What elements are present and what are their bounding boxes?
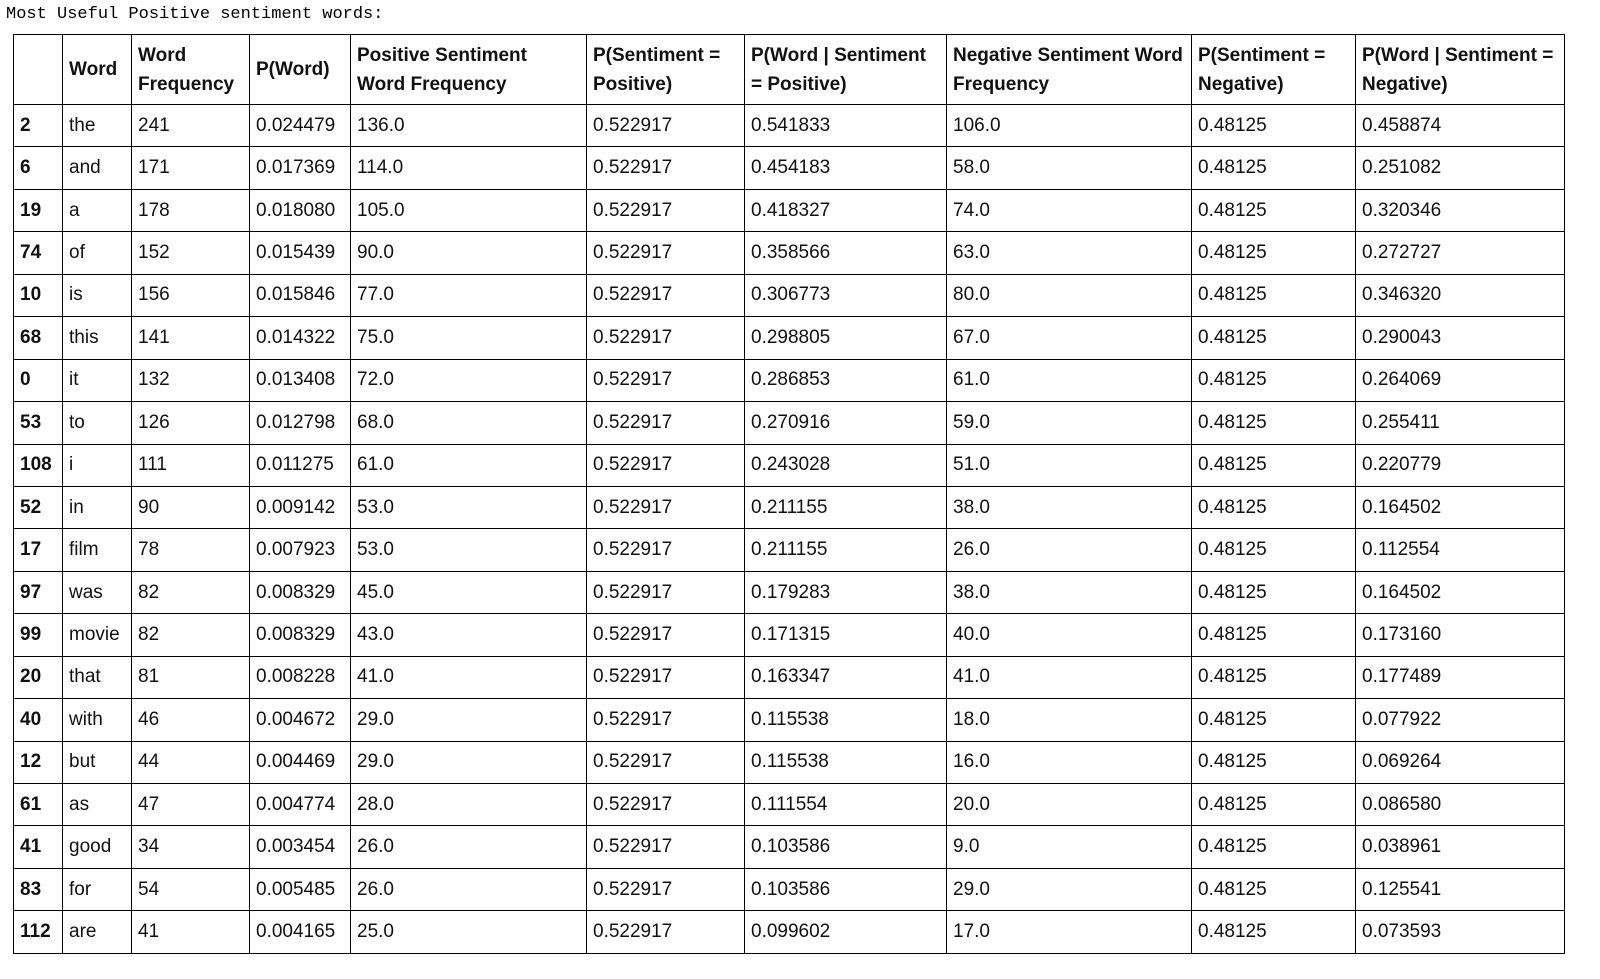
row-index: 6 xyxy=(14,147,63,189)
p-word-cell: 0.003454 xyxy=(250,826,351,868)
row-index: 20 xyxy=(14,656,63,698)
p-sentiment-negative-cell: 0.48125 xyxy=(1192,486,1356,528)
p-word-cell: 0.008329 xyxy=(250,571,351,613)
word-frequency-cell: 141 xyxy=(132,317,250,359)
p-sentiment-negative-cell: 0.48125 xyxy=(1192,147,1356,189)
word-cell: was xyxy=(63,571,132,613)
p-word-cell: 0.018080 xyxy=(250,189,351,231)
table-header-row xyxy=(14,35,1565,105)
word-cell: i xyxy=(63,444,132,486)
p-word-given-positive-cell: 0.270916 xyxy=(745,402,947,444)
positive-word-frequency-cell: 75.0 xyxy=(351,317,587,359)
positive-word-frequency-cell: 28.0 xyxy=(351,784,587,826)
positive-word-frequency-cell: 114.0 xyxy=(351,147,587,189)
table-row xyxy=(14,656,1565,698)
word-frequency-cell: 82 xyxy=(132,571,250,613)
negative-word-frequency-cell: 80.0 xyxy=(947,274,1192,316)
negative-word-frequency-cell: 40.0 xyxy=(947,614,1192,656)
p-word-cell: 0.008329 xyxy=(250,614,351,656)
table-row xyxy=(14,826,1565,868)
p-word-given-positive-cell: 0.418327 xyxy=(745,189,947,231)
word-cell: are xyxy=(63,911,132,953)
word-cell: this xyxy=(63,317,132,359)
negative-word-frequency-cell: 18.0 xyxy=(947,699,1192,741)
table-row xyxy=(14,784,1565,826)
table-row xyxy=(14,232,1565,274)
word-cell: and xyxy=(63,147,132,189)
positive-word-frequency-cell: 43.0 xyxy=(351,614,587,656)
p-sentiment-positive-cell: 0.522917 xyxy=(587,571,745,613)
negative-word-frequency-cell: 74.0 xyxy=(947,189,1192,231)
word-cell: a xyxy=(63,189,132,231)
word-frequency-cell: 46 xyxy=(132,699,250,741)
p-word-cell: 0.004672 xyxy=(250,699,351,741)
p-sentiment-positive-header: P(Sentiment = Positive) xyxy=(587,35,745,105)
p-word-given-negative-cell: 0.038961 xyxy=(1356,826,1565,868)
table-row xyxy=(14,571,1565,613)
negative-word-frequency-cell: 38.0 xyxy=(947,571,1192,613)
row-index: 53 xyxy=(14,402,63,444)
negative-word-frequency-cell: 63.0 xyxy=(947,232,1192,274)
row-index: 2 xyxy=(14,105,63,147)
table-row xyxy=(14,105,1565,147)
p-word-cell: 0.015439 xyxy=(250,232,351,274)
p-sentiment-negative-cell: 0.48125 xyxy=(1192,232,1356,274)
negative-word-frequency-header: Negative Sentiment Word Frequency xyxy=(947,35,1192,105)
row-index: 10 xyxy=(14,274,63,316)
table-row xyxy=(14,529,1565,571)
word-frequency-cell: 82 xyxy=(132,614,250,656)
table-row xyxy=(14,189,1565,231)
p-sentiment-negative-cell: 0.48125 xyxy=(1192,402,1356,444)
word-cell: is xyxy=(63,274,132,316)
p-word-given-negative-cell: 0.125541 xyxy=(1356,868,1565,910)
p-word-given-positive-cell: 0.099602 xyxy=(745,911,947,953)
p-word-cell: 0.015846 xyxy=(250,274,351,316)
p-sentiment-negative-cell: 0.48125 xyxy=(1192,826,1356,868)
row-index: 68 xyxy=(14,317,63,359)
p-word-given-negative-cell: 0.290043 xyxy=(1356,317,1565,359)
negative-word-frequency-cell: 38.0 xyxy=(947,486,1192,528)
table-row xyxy=(14,741,1565,783)
index-header xyxy=(14,35,63,105)
p-word-given-positive-cell: 0.115538 xyxy=(745,699,947,741)
p-sentiment-positive-cell: 0.522917 xyxy=(587,359,745,401)
row-index: 97 xyxy=(14,571,63,613)
p-sentiment-negative-cell: 0.48125 xyxy=(1192,741,1356,783)
p-sentiment-negative-cell: 0.48125 xyxy=(1192,274,1356,316)
p-sentiment-negative-cell: 0.48125 xyxy=(1192,444,1356,486)
p-word-given-negative-cell: 0.069264 xyxy=(1356,741,1565,783)
p-word-given-positive-cell: 0.286853 xyxy=(745,359,947,401)
word-cell: it xyxy=(63,359,132,401)
row-index: 12 xyxy=(14,741,63,783)
word-frequency-cell: 178 xyxy=(132,189,250,231)
p-sentiment-negative-cell: 0.48125 xyxy=(1192,911,1356,953)
positive-word-frequency-cell: 29.0 xyxy=(351,741,587,783)
negative-word-frequency-cell: 58.0 xyxy=(947,147,1192,189)
negative-word-frequency-cell: 16.0 xyxy=(947,741,1192,783)
row-index: 19 xyxy=(14,189,63,231)
p-word-given-positive-cell: 0.103586 xyxy=(745,868,947,910)
negative-word-frequency-cell: 29.0 xyxy=(947,868,1192,910)
p-word-given-positive-cell: 0.115538 xyxy=(745,741,947,783)
p-sentiment-negative-cell: 0.48125 xyxy=(1192,571,1356,613)
row-index: 83 xyxy=(14,868,63,910)
p-word-given-negative-cell: 0.220779 xyxy=(1356,444,1565,486)
p-word-given-negative-cell: 0.251082 xyxy=(1356,147,1565,189)
word-cell: for xyxy=(63,868,132,910)
p-sentiment-negative-cell: 0.48125 xyxy=(1192,189,1356,231)
word-frequency-cell: 54 xyxy=(132,868,250,910)
p-sentiment-positive-cell: 0.522917 xyxy=(587,147,745,189)
p-word-given-negative-cell: 0.177489 xyxy=(1356,656,1565,698)
p-word-given-negative-cell: 0.458874 xyxy=(1356,105,1565,147)
p-word-cell: 0.009142 xyxy=(250,486,351,528)
p-word-given-positive-cell: 0.211155 xyxy=(745,529,947,571)
positive-word-frequency-cell: 53.0 xyxy=(351,486,587,528)
p-sentiment-positive-cell: 0.522917 xyxy=(587,105,745,147)
word-cell: that xyxy=(63,656,132,698)
p-sentiment-positive-cell: 0.522917 xyxy=(587,402,745,444)
table-row xyxy=(14,868,1565,910)
word-cell: as xyxy=(63,784,132,826)
positive-word-frequency-cell: 26.0 xyxy=(351,826,587,868)
p-word-header: P(Word) xyxy=(250,35,351,105)
p-sentiment-negative-cell: 0.48125 xyxy=(1192,614,1356,656)
row-index: 0 xyxy=(14,359,63,401)
negative-word-frequency-cell: 61.0 xyxy=(947,359,1192,401)
p-sentiment-negative-header: P(Sentiment = Negative) xyxy=(1192,35,1356,105)
word-cell: in xyxy=(63,486,132,528)
p-word-given-positive-header: P(Word | Sentiment = Positive) xyxy=(745,35,947,105)
p-word-given-negative-cell: 0.173160 xyxy=(1356,614,1565,656)
negative-word-frequency-cell: 20.0 xyxy=(947,784,1192,826)
negative-word-frequency-cell: 51.0 xyxy=(947,444,1192,486)
p-word-cell: 0.014322 xyxy=(250,317,351,359)
p-sentiment-positive-cell: 0.522917 xyxy=(587,274,745,316)
table-body xyxy=(14,105,1565,954)
row-index: 112 xyxy=(14,911,63,953)
p-word-given-positive-cell: 0.179283 xyxy=(745,571,947,613)
positive-word-frequency-cell: 53.0 xyxy=(351,529,587,571)
word-frequency-cell: 171 xyxy=(132,147,250,189)
table-row xyxy=(14,911,1565,953)
positive-word-frequency-cell: 25.0 xyxy=(351,911,587,953)
word-cell: film xyxy=(63,529,132,571)
negative-word-frequency-cell: 26.0 xyxy=(947,529,1192,571)
word-frequency-cell: 41 xyxy=(132,911,250,953)
word-frequency-cell: 132 xyxy=(132,359,250,401)
p-sentiment-positive-cell: 0.522917 xyxy=(587,317,745,359)
word-cell: movie xyxy=(63,614,132,656)
positive-word-frequency-cell: 72.0 xyxy=(351,359,587,401)
p-word-cell: 0.004469 xyxy=(250,741,351,783)
p-sentiment-positive-cell: 0.522917 xyxy=(587,486,745,528)
positive-word-frequency-cell: 105.0 xyxy=(351,189,587,231)
negative-word-frequency-cell: 9.0 xyxy=(947,826,1192,868)
positive-word-frequency-cell: 68.0 xyxy=(351,402,587,444)
p-word-given-positive-cell: 0.211155 xyxy=(745,486,947,528)
p-sentiment-negative-cell: 0.48125 xyxy=(1192,317,1356,359)
negative-word-frequency-cell: 106.0 xyxy=(947,105,1192,147)
row-index: 40 xyxy=(14,699,63,741)
p-word-given-positive-cell: 0.171315 xyxy=(745,614,947,656)
positive-word-frequency-cell: 136.0 xyxy=(351,105,587,147)
p-word-cell: 0.011275 xyxy=(250,444,351,486)
p-word-cell: 0.012798 xyxy=(250,402,351,444)
negative-word-frequency-cell: 67.0 xyxy=(947,317,1192,359)
positive-word-frequency-cell: 77.0 xyxy=(351,274,587,316)
p-word-given-negative-cell: 0.086580 xyxy=(1356,784,1565,826)
row-index: 99 xyxy=(14,614,63,656)
table-row xyxy=(14,486,1565,528)
p-word-given-negative-cell: 0.073593 xyxy=(1356,911,1565,953)
word-frequency-cell: 111 xyxy=(132,444,250,486)
p-sentiment-negative-cell: 0.48125 xyxy=(1192,868,1356,910)
p-sentiment-positive-cell: 0.522917 xyxy=(587,614,745,656)
p-word-given-positive-cell: 0.103586 xyxy=(745,826,947,868)
p-sentiment-positive-cell: 0.522917 xyxy=(587,868,745,910)
table-row xyxy=(14,402,1565,444)
p-sentiment-negative-cell: 0.48125 xyxy=(1192,105,1356,147)
p-sentiment-negative-cell: 0.48125 xyxy=(1192,529,1356,571)
p-word-cell: 0.008228 xyxy=(250,656,351,698)
positive-word-frequency-cell: 41.0 xyxy=(351,656,587,698)
p-word-cell: 0.004165 xyxy=(250,911,351,953)
word-frequency-cell: 241 xyxy=(132,105,250,147)
word-frequency-cell: 152 xyxy=(132,232,250,274)
word-cell: good xyxy=(63,826,132,868)
word-frequency-cell: 156 xyxy=(132,274,250,316)
word-cell: but xyxy=(63,741,132,783)
word-header: Word xyxy=(63,35,132,105)
p-word-cell: 0.004774 xyxy=(250,784,351,826)
p-word-given-positive-cell: 0.306773 xyxy=(745,274,947,316)
row-index: 41 xyxy=(14,826,63,868)
word-frequency-header: Word Frequency xyxy=(132,35,250,105)
word-probability-table xyxy=(13,34,1565,954)
p-sentiment-negative-cell: 0.48125 xyxy=(1192,656,1356,698)
row-index: 61 xyxy=(14,784,63,826)
negative-word-frequency-cell: 59.0 xyxy=(947,402,1192,444)
p-word-given-negative-cell: 0.320346 xyxy=(1356,189,1565,231)
table-row xyxy=(14,699,1565,741)
word-frequency-cell: 81 xyxy=(132,656,250,698)
p-sentiment-positive-cell: 0.522917 xyxy=(587,189,745,231)
p-word-given-positive-cell: 0.358566 xyxy=(745,232,947,274)
word-cell: with xyxy=(63,699,132,741)
p-word-given-negative-cell: 0.112554 xyxy=(1356,529,1565,571)
p-word-given-negative-cell: 0.346320 xyxy=(1356,274,1565,316)
word-cell: of xyxy=(63,232,132,274)
p-word-given-negative-cell: 0.077922 xyxy=(1356,699,1565,741)
p-word-given-negative-cell: 0.164502 xyxy=(1356,486,1565,528)
table-row xyxy=(14,359,1565,401)
p-word-given-negative-cell: 0.264069 xyxy=(1356,359,1565,401)
word-frequency-cell: 90 xyxy=(132,486,250,528)
positive-word-frequency-cell: 29.0 xyxy=(351,699,587,741)
p-sentiment-negative-cell: 0.48125 xyxy=(1192,784,1356,826)
p-sentiment-positive-cell: 0.522917 xyxy=(587,826,745,868)
p-sentiment-negative-cell: 0.48125 xyxy=(1192,699,1356,741)
p-sentiment-positive-cell: 0.522917 xyxy=(587,784,745,826)
positive-word-frequency-header: Positive Sentiment Word Frequency xyxy=(351,35,587,105)
row-index: 74 xyxy=(14,232,63,274)
p-word-cell: 0.005485 xyxy=(250,868,351,910)
p-sentiment-positive-cell: 0.522917 xyxy=(587,232,745,274)
p-word-given-positive-cell: 0.454183 xyxy=(745,147,947,189)
p-word-given-positive-cell: 0.163347 xyxy=(745,656,947,698)
p-word-cell: 0.013408 xyxy=(250,359,351,401)
table-row xyxy=(14,274,1565,316)
word-frequency-cell: 126 xyxy=(132,402,250,444)
p-word-cell: 0.017369 xyxy=(250,147,351,189)
p-sentiment-negative-cell: 0.48125 xyxy=(1192,359,1356,401)
p-word-given-negative-cell: 0.255411 xyxy=(1356,402,1565,444)
row-index: 52 xyxy=(14,486,63,528)
output-caption: Most Useful Positive sentiment words: xyxy=(6,5,384,24)
p-sentiment-positive-cell: 0.522917 xyxy=(587,529,745,571)
table-row xyxy=(14,317,1565,359)
p-word-given-negative-cell: 0.272727 xyxy=(1356,232,1565,274)
p-sentiment-positive-cell: 0.522917 xyxy=(587,741,745,783)
p-word-cell: 0.024479 xyxy=(250,105,351,147)
p-sentiment-positive-cell: 0.522917 xyxy=(587,656,745,698)
table-row xyxy=(14,444,1565,486)
row-index: 17 xyxy=(14,529,63,571)
p-word-given-negative-cell: 0.164502 xyxy=(1356,571,1565,613)
p-word-given-positive-cell: 0.541833 xyxy=(745,105,947,147)
p-sentiment-positive-cell: 0.522917 xyxy=(587,444,745,486)
p-word-given-positive-cell: 0.111554 xyxy=(745,784,947,826)
word-cell: to xyxy=(63,402,132,444)
p-sentiment-positive-cell: 0.522917 xyxy=(587,911,745,953)
table-row xyxy=(14,614,1565,656)
p-sentiment-positive-cell: 0.522917 xyxy=(587,699,745,741)
p-word-cell: 0.007923 xyxy=(250,529,351,571)
negative-word-frequency-cell: 17.0 xyxy=(947,911,1192,953)
table-row xyxy=(14,147,1565,189)
row-index: 108 xyxy=(14,444,63,486)
word-frequency-cell: 44 xyxy=(132,741,250,783)
positive-word-frequency-cell: 26.0 xyxy=(351,868,587,910)
positive-word-frequency-cell: 45.0 xyxy=(351,571,587,613)
word-cell: the xyxy=(63,105,132,147)
positive-word-frequency-cell: 61.0 xyxy=(351,444,587,486)
p-word-given-positive-cell: 0.243028 xyxy=(745,444,947,486)
p-word-given-positive-cell: 0.298805 xyxy=(745,317,947,359)
negative-word-frequency-cell: 41.0 xyxy=(947,656,1192,698)
word-frequency-cell: 78 xyxy=(132,529,250,571)
p-word-given-negative-header: P(Word | Sentiment = Negative) xyxy=(1356,35,1565,105)
word-frequency-cell: 34 xyxy=(132,826,250,868)
word-frequency-cell: 47 xyxy=(132,784,250,826)
positive-word-frequency-cell: 90.0 xyxy=(351,232,587,274)
